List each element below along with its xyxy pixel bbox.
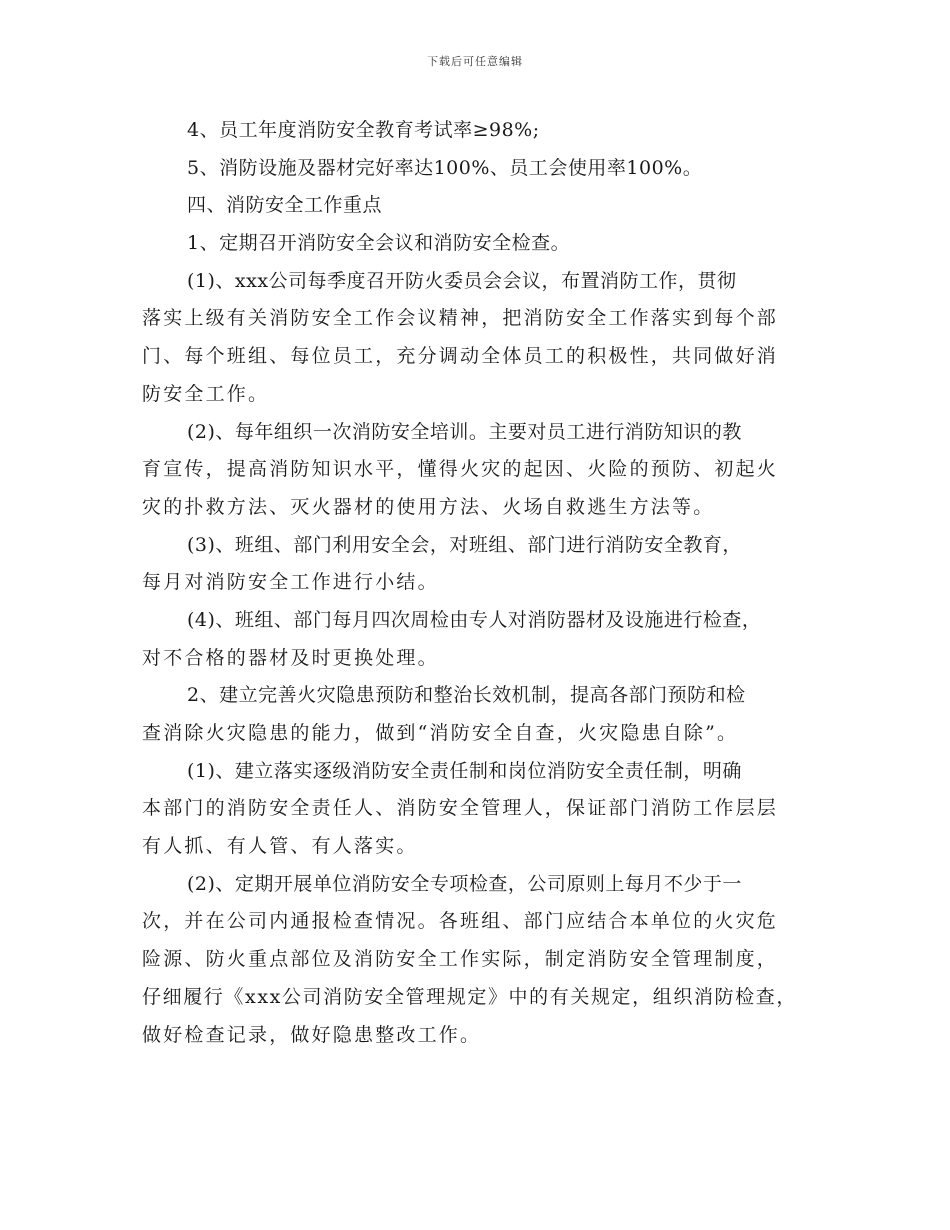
paragraph-line: 防安全工作。 (142, 382, 270, 405)
paragraph-line: (2)、定期开展单位消防安全专项检查，公司原则上每月不少于一 (187, 872, 742, 895)
paragraph-line: 本部门的消防安全责任人、消防安全管理人，保证部门消防工作层层 (142, 797, 779, 820)
section-heading: 四、消防安全工作重点 (187, 194, 383, 217)
page-header: 下载后可任意编辑 (427, 55, 523, 68)
subsection-heading: 2、建立完善火灾隐患预防和整治长效机制，提高各部门预防和检 (187, 684, 746, 707)
paragraph-line: 落实上级有关消防安全工作会议精神，把消防安全工作落实到每个部 (142, 307, 779, 330)
paragraph-line: 险源、防火重点部位及消防安全工作实际，制定消防安全管理制度， (142, 948, 779, 971)
paragraph-line: 仔细履行《xxx公司消防安全管理规定》中的有关规定，组织消防检查， (142, 985, 797, 1008)
subsection-heading: 1、定期召开消防安全会议和消防安全检查。 (187, 232, 571, 255)
paragraph-line: 对不合格的器材及时更换处理。 (142, 646, 439, 669)
paragraph-line: 4、员工年度消防安全教育考试率≥98%; (187, 119, 540, 141)
paragraph-line: 次，并在公司内通报检查情况。各班组、部门应结合本单位的火灾危 (142, 910, 779, 933)
paragraph-line: 门、每个班组、每位员工，充分调动全体员工的积极性，共同做好消 (142, 345, 779, 368)
paragraph-line: (3)、班组、部门利用安全会，对班组、部门进行消防安全教育， (187, 533, 742, 556)
paragraph-line: (4)、班组、部门每月四次周检由专人对消防器材及设施进行检查， (187, 608, 762, 631)
paragraph-line: (1)、xxx公司每季度召开防火委员会会议，布置消防工作，贯彻 (187, 269, 737, 292)
paragraph-line: (1)、建立落实逐级消防安全责任制和岗位消防安全责任制，明确 (187, 759, 742, 782)
paragraph-line: 每月对消防安全工作进行小结。 (142, 571, 439, 594)
document-body (142, 112, 812, 1054)
paragraph-line: 查消除火灾隐患的能力，做到“消防安全自查，火灾隐患自除”。 (142, 722, 739, 744)
paragraph-line: 育宣传，提高消防知识水平，懂得火灾的起因、火险的预防、初起火 (142, 458, 779, 481)
paragraph-line: 有人抓、有人管、有人落实。 (142, 835, 418, 858)
paragraph-line: (2)、每年组织一次消防安全培训。主要对员工进行消防知识的教 (187, 420, 742, 443)
paragraph-line: 5、消防设施及器材完好率达100%、员工会使用率100%。 (187, 156, 703, 179)
paragraph-line: 做好检查记录，做好隐患整改工作。 (142, 1023, 482, 1046)
paragraph-line: 灾的扑救方法、灭火器材的使用方法、火场自救逃生方法等。 (142, 495, 715, 518)
